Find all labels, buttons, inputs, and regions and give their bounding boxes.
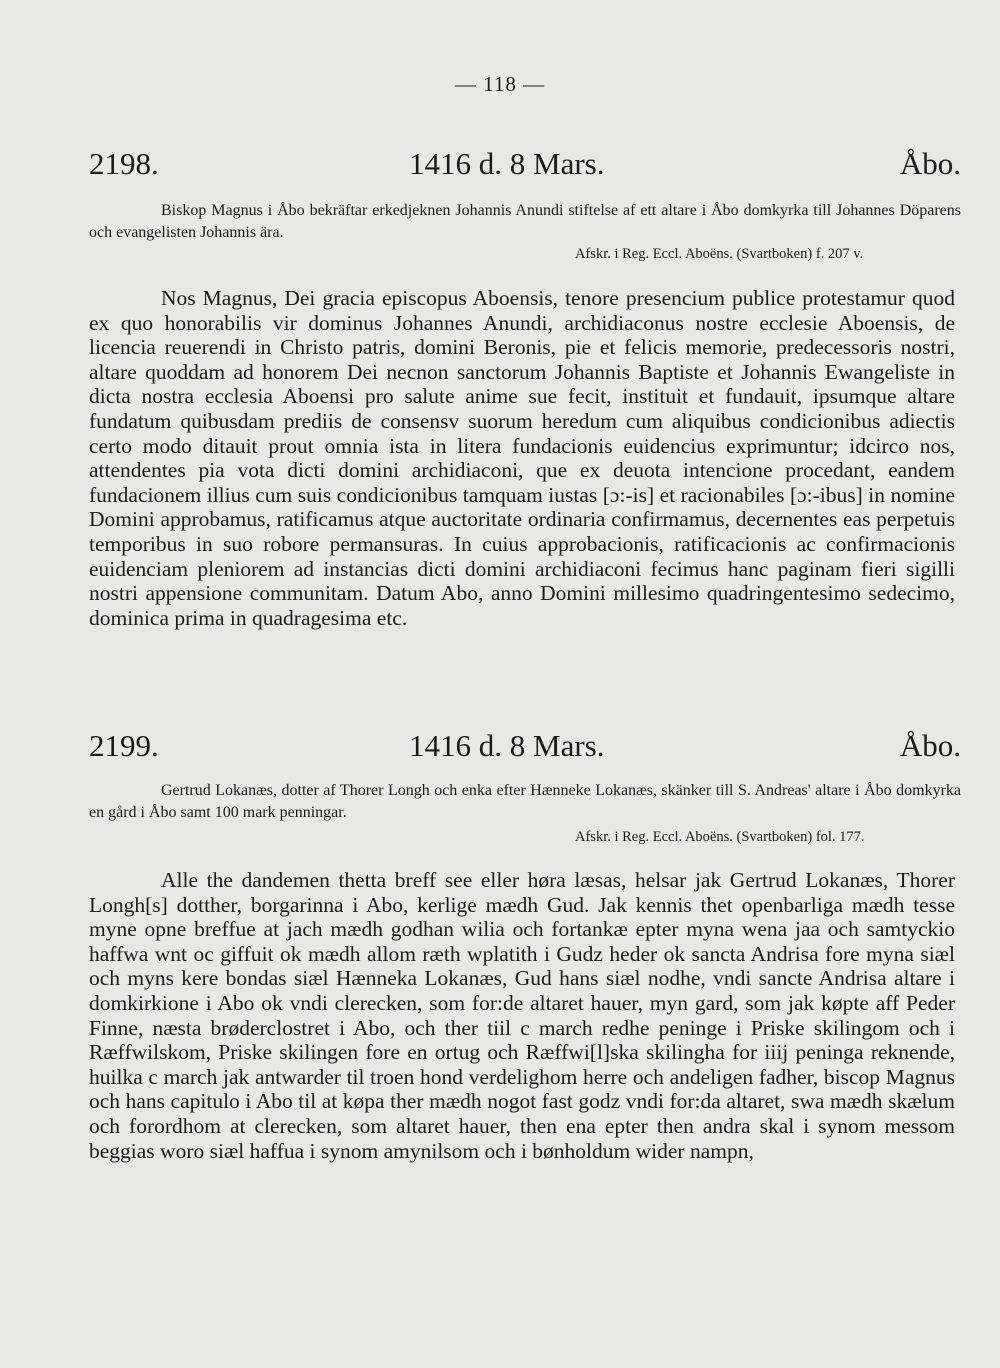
entry-number: 2198. [89,146,159,181]
entry-text: Alle the dandemen thetta breff see eller høra læsas, helsar jak Gertrud Lokanæs, Thorer Longh[s] dotther, borgarinna i Abo, kerlige mædh Gud. Jak kennis thet openbarliga mædh tesse myne opne breffue at jach mædh godhan wilia och fortankæ epter myna wena jaa och samtyckio haffwa wnt oc giffuit ok mædh allom ræth wplatith i Gudz heder ok sancta Andrisa fore myna siæl och myns kere bondas siæl Hænneka Lokanæs, Gud hans siæl nodhe, vndi sancte Andrisa altare i domkirkione i Abo ok vndi clerecken, som for:de altaret hauer, myn gard, som jak køpte aff Peder Finne, næsta brøderclostret i Abo, och ther tiil c march redhe peninge i Priske skilingom och i Ræffwilskom, Priske skilingen fore en ortug och Ræffwi[l]ska skilingha for iiij peninga reknende, huilka c march jak antwarder til troen hond verdelighom herre och andeligen fadher, biscop Magnus och hans capitulo i Abo til at køpa ther mædh nogot fast godz vndi for:da altaret, swa mædh skælum och forordhom at clerecken, som altaret hauer, then ena epter then andra skal i synom messom beggias woro siæl haffua i synom amynilsom och i bønholdum wider nampn, [89,868,955,1163]
page-number: — 118 — [454,72,546,96]
entry-heading [89,146,961,186]
entry-place: Åbo. [899,728,961,763]
entry-source: Afskr. i Reg. Eccl. Aboëns. (Svartboken) f. 207 v. [575,246,864,262]
entry-source: Afskr. i Reg. Eccl. Aboëns. (Svartboken) fol. 177. [575,829,865,845]
entry-summary: Biskop Magnus i Åbo bekräftar erkedjeknen Johannis Anundi stiftelse af ett altare i Åbo domkyrka till Johannes Döparens och evangelisten Johannis ära. [89,202,961,241]
entry-number: 2199. [89,728,159,763]
entry-place: Åbo. [899,146,961,181]
entry-summary: Gertrud Lokanæs, dotter af Thorer Longh och enka efter Hænneke Lokanæs, skänker till S. Andreas' altare i Åbo domkyrka en gård i Åbo samt 100 mark penningar. [89,782,961,821]
entry-date: 1416 d. 8 Mars. [409,728,605,763]
entry-text: Nos Magnus, Dei gracia episcopus Aboensis, tenore presencium publice protestamur quod ex quo honorabilis vir dominus Johannes Anundi, archidiaconus nostre ecclesie Aboensis, de licencia reuerendi in Christo patris, domini Beronis, pie et felicis memorie, predecessoris nostri, altare quoddam ad honorem Dei necnon sanctorum Johannis Baptiste et Johannis Ewangeliste in dicta nostra ecclesia Aboensi pro salute anime sue fecit, instituit et fundauit, ipsumque altare fundatum quibusdam prediis de consensv suorum heredum cum aliquibus condicionibus adiectis certo modo ditauit prout omnia ista in litera fundacionis euidencius exprimuntur; idcirco nos, attendentes pia vota dicti domini archidiaconi, que ex deuota intencione procedant, eandem fundacionem illius cum suis condicionibus tamquam iustas [ɔ:-is] et racionabiles [ɔ:-ibus] in nomine Domini approbamus, ratificamus atque auctoritate ordinaria confirmamus, decernentes eas perpetuis temporibus in suo robore permansuras. In cuius approbacionis, ratificacionis ac confirmacionis euidenciam pleniorem ad instancias dicti domini archidiaconi fecimus hanc paginam fieri sigilli nostri appensione communitam. Datum Abo, anno Domini millesimo quadringentesimo sedecimo, dominica prima in quadragesima etc. [89,286,955,630]
entry-heading [89,728,961,768]
entry-date: 1416 d. 8 Mars. [409,146,605,181]
